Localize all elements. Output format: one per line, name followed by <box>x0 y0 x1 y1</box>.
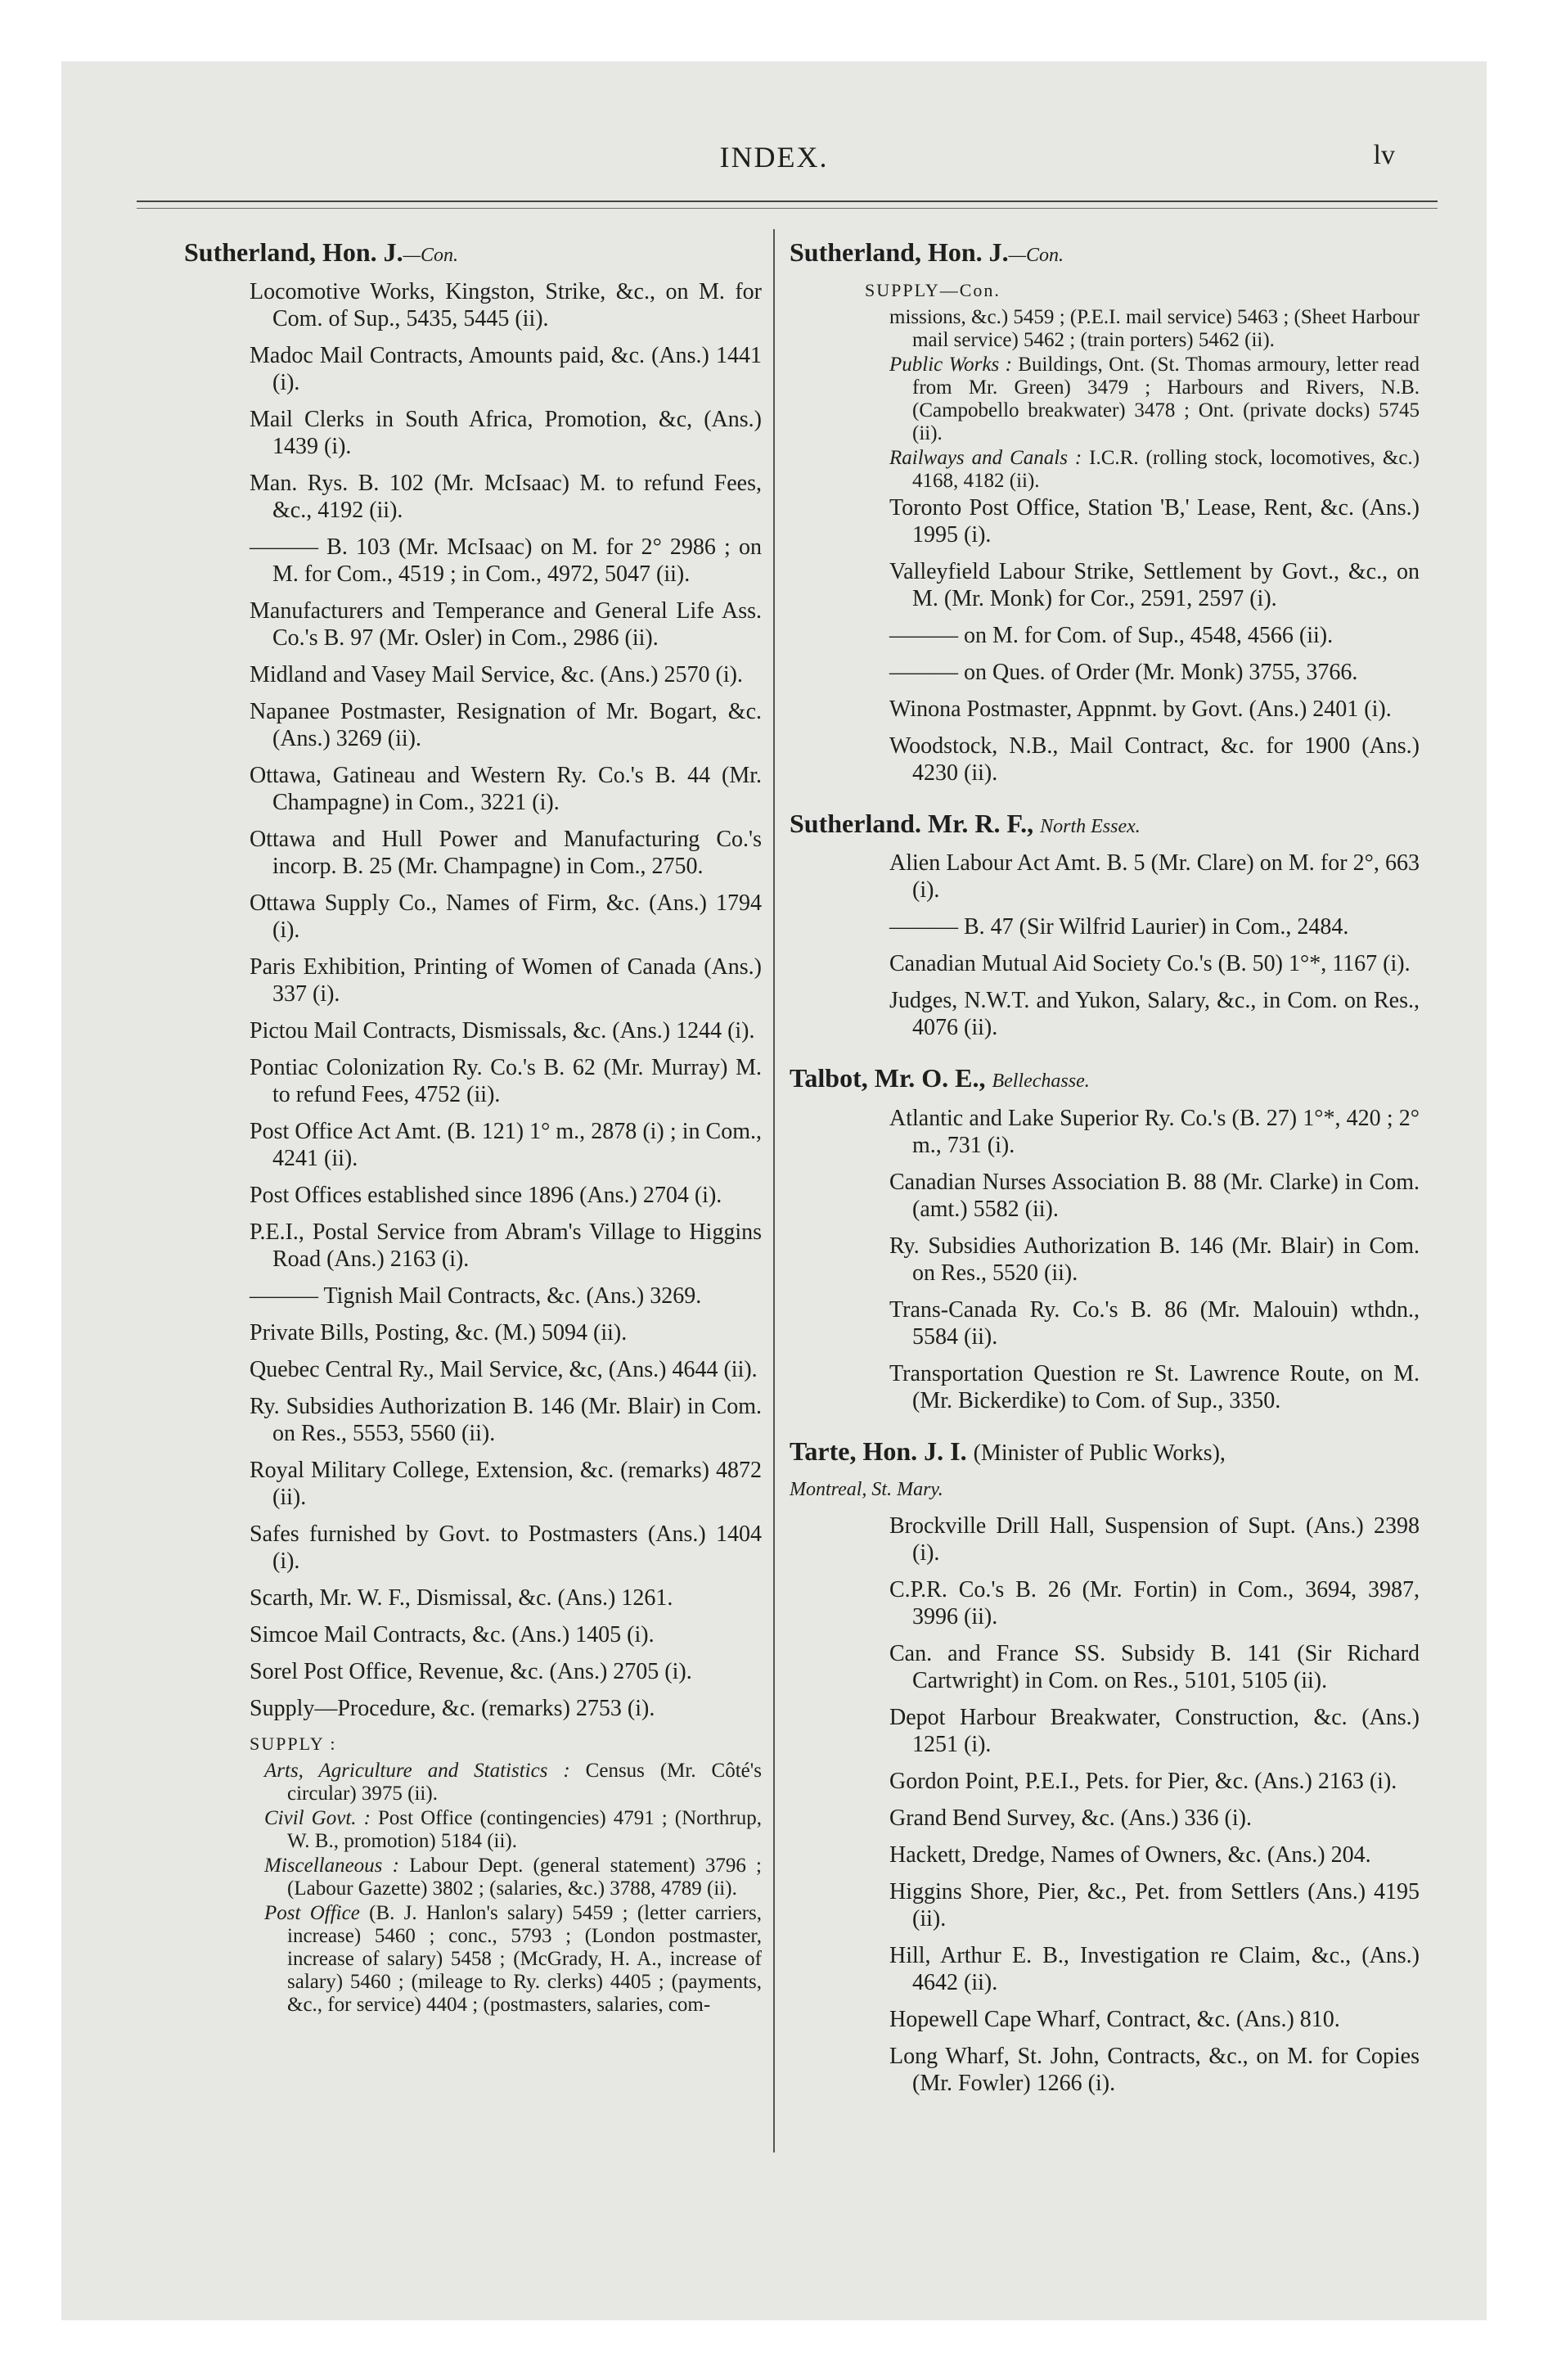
index-entry: ——— on Ques. of Order (Mr. Monk) 3755, 3766. <box>889 660 1358 686</box>
index-entry: Mail Clerks in South Africa, Promotion, &c, (Ans.) 1439 (i). <box>250 407 762 460</box>
index-entry: Ottawa, Gatineau and Western Ry. Co.'s B. 44 (Mr. Champagne) in Com., 3221 (i). <box>250 763 762 816</box>
heading-name: Sutherland, Hon. J. <box>184 237 403 267</box>
left-column <box>184 235 762 2018</box>
index-entry: Pictou Mail Contracts, Dismissals, &c. (Ans.) 1244 (i). <box>250 1018 755 1044</box>
heading-name: Talbot, Mr. O. E., <box>790 1063 986 1093</box>
index-heading <box>790 1061 1420 1096</box>
index-entry: Madoc Mail Contracts, Amounts paid, &c. (Ans.) 1441 (i). <box>250 343 762 396</box>
index-heading <box>184 235 762 270</box>
index-entry: Alien Labour Act Amt. B. 5 (Mr. Clare) on M. for 2°, 663 (i). <box>889 850 1420 904</box>
index-entry: Ry. Subsidies Authorization B. 146 (Mr. Blair) in Com. on Res., 5553, 5560 (ii). <box>250 1394 762 1447</box>
index-entry: Post Offices established since 1896 (Ans.) 2704 (i). <box>250 1183 722 1209</box>
index-entry: Napanee Postmaster, Resignation of Mr. Bogart, &c. (Ans.) 3269 (ii). <box>250 699 762 752</box>
supply-entry-label: Miscellaneous : <box>264 1855 399 1877</box>
heading-constituency: Bellechasse. <box>992 1071 1090 1093</box>
heading-constituency: Montreal, St. Mary. <box>790 1478 943 1500</box>
index-entry: Judges, N.W.T. and Yukon, Salary, &c., in Com. on Res., 4076 (ii). <box>889 988 1420 1041</box>
index-entry: Supply—Procedure, &c. (remarks) 2753 (i). <box>250 1696 655 1722</box>
supply-entry <box>264 1807 762 1853</box>
index-entry: Long Wharf, St. John, Contracts, &c., on M. for Copies (Mr. Fowler) 1266 (i). <box>889 2043 1420 2096</box>
index-entry: P.E.I., Postal Service from Abram's Village to Higgins Road (Ans.) 2163 (i). <box>250 1219 762 1273</box>
column-divider <box>773 229 775 2152</box>
index-entry: ——— Tignish Mail Contracts, &c. (Ans.) 3269. <box>250 1283 702 1309</box>
index-entry: Paris Exhibition, Printing of Women of Canada (Ans.) 337 (i). <box>250 954 762 1007</box>
index-entry: Atlantic and Lake Superior Ry. Co.'s (B. 27) 1°*, 420 ; 2° m., 731 (i). <box>889 1105 1420 1158</box>
index-entry: Quebec Central Ry., Mail Service, &c, (Ans.) 4644 (ii). <box>250 1357 758 1383</box>
heading-continued: —Con. <box>403 245 458 266</box>
index-entry: Scarth, Mr. W. F., Dismissal, &c. (Ans.) 1261. <box>250 1585 673 1611</box>
right-entries-2 <box>780 850 1420 1041</box>
index-entry: Man. Rys. B. 102 (Mr. McIsaac) M. to refund Fees, &c., 4192 (ii). <box>250 471 762 524</box>
heading-continued: —Con. <box>1008 245 1064 266</box>
index-entry: Hill, Arthur E. B., Investigation re Claim, &c., (Ans.) 4642 (ii). <box>889 1942 1420 1995</box>
index-heading <box>790 806 1420 841</box>
supply-entry-label: Railways and Canals : <box>889 447 1082 470</box>
index-entry: Depot Harbour Breakwater, Construction, &c. (Ans.) 1251 (i). <box>889 1704 1420 1757</box>
index-entry: Trans-Canada Ry. Co.'s B. 86 (Mr. Malouin) wthdn., 5584 (ii). <box>889 1296 1420 1350</box>
supply-entry <box>264 1760 762 1805</box>
index-entry: Winona Postmaster, Appnmt. by Govt. (Ans.) 2401 (i). <box>889 696 1392 723</box>
supply-entry <box>889 447 1420 493</box>
right-supply-entries <box>780 306 1420 493</box>
page-title: INDEX. <box>719 141 829 174</box>
page-number: lv <box>1373 140 1395 170</box>
index-entry: Safes furnished by Govt. to Postmasters (Ans.) 1404 (i). <box>250 1521 762 1575</box>
index-entry: Valleyfield Labour Strike, Settlement by Govt., &c., on M. (Mr. Monk) for Cor., 2591, 2597 (i). <box>889 559 1420 612</box>
index-entry: Ottawa and Hull Power and Manufacturing Co.'s incorp. B. 25 (Mr. Champagne) in Com., 2750. <box>250 827 762 880</box>
index-entry: Woodstock, N.B., Mail Contract, &c. for 1900 (Ans.) 4230 (ii). <box>889 733 1420 787</box>
supply-entry-label: Arts, Agriculture and Statistics : <box>264 1760 570 1783</box>
index-entry: Pontiac Colonization Ry. Co.'s B. 62 (Mr. Murray) M. to refund Fees, 4752 (ii). <box>250 1055 762 1108</box>
index-entry: Ry. Subsidies Authorization B. 146 (Mr. Blair) in Com. on Res., 5520 (ii). <box>889 1233 1420 1286</box>
index-entry: Simcoe Mail Contracts, &c. (Ans.) 1405 (i). <box>250 1622 655 1648</box>
right-column <box>780 235 1420 2107</box>
right-entries-4 <box>780 1512 1420 2097</box>
supply-entry-text: (B. J. Hanlon's salary) 5459 ; (letter carriers, increase) 5460 ; conc., 5793 ; (London postmaster, increase of salary) 5458 ; (McGrady, H. A., increase of salary) 5460 ; (mileage to Ry. clerks) 4405 ; (payments, &c., for service) 4404 ; (postmasters, salaries, com- <box>287 1902 762 2017</box>
supply-entry <box>889 306 1420 352</box>
index-entry: Gordon Point, P.E.I., Pets. for Pier, &c. (Ans.) 2163 (i). <box>889 1768 1397 1794</box>
index-entry: Higgins Shore, Pier, &c., Pet. from Settlers (Ans.) 4195 (ii). <box>889 1878 1420 1931</box>
index-entry: ——— B. 47 (Sir Wilfrid Laurier) in Com., 2484. <box>889 914 1349 940</box>
supply-entry-text: Labour Dept. (general statement) 3796 ; (Labour Gazette) 3802 ; (salaries, &c.) 3788, 4789 (ii). <box>287 1855 763 1900</box>
index-entry: ——— on M. for Com. of Sup., 4548, 4566 (ii). <box>889 623 1334 649</box>
index-entry: Manufacturers and Temperance and General Life Ass. Co.'s B. 97 (Mr. Osler) in Com., 2986 (ii). <box>250 598 762 651</box>
document-page <box>61 61 1487 2320</box>
right-entries-3 <box>780 1105 1420 1414</box>
index-entry: Sorel Post Office, Revenue, &c. (Ans.) 2705 (i). <box>250 1659 692 1685</box>
index-entry: Grand Bend Survey, &c. (Ans.) 336 (i). <box>889 1805 1252 1831</box>
supply-entry-text: Post Office (contingencies) 4791 ; (Northrup, W. B., promotion) 5184 (ii). <box>287 1807 763 1853</box>
supply-entry-text: Census (Mr. Côté's circular) 3975 (ii). <box>287 1760 762 1805</box>
index-entry: ——— B. 103 (Mr. McIsaac) on M. for 2° 2986 ; on M. for Com., 4519 ; in Com., 4972, 5047 (ii). <box>250 534 762 588</box>
right-entries-1 <box>780 494 1420 787</box>
index-entry: Canadian Mutual Aid Society Co.'s (B. 50) 1°*, 1167 (i). <box>889 951 1411 977</box>
supply-label: SUPPLY—Con. <box>865 280 1001 301</box>
index-entry: Canadian Nurses Association B. 88 (Mr. Clarke) in Com. (amt.) 5582 (ii). <box>889 1169 1420 1222</box>
heading-name: Sutherland, Hon. J. <box>790 237 1009 267</box>
supply-entry-text: Buildings, Ont. (St. Thomas armoury, letter read from Mr. Green) 3479 ; Harbours and Rivers, N.B. (Campobello breakwater) 3478 ; Ont. (private docks) 5745 (ii). <box>912 354 1420 445</box>
index-entry: Private Bills, Posting, &c. (M.) 5094 (ii). <box>250 1320 628 1346</box>
index-heading <box>790 1434 1420 1504</box>
index-entry: Locomotive Works, Kingston, Strike, &c., on M. for Com. of Sup., 5435, 5445 (ii). <box>250 279 762 332</box>
index-entry: Transportation Question re St. Lawrence Route, on M. (Mr. Bickerdike) to Com. of Sup., 3350. <box>889 1360 1420 1413</box>
heading-office: (Minister of Public Works), <box>973 1440 1226 1466</box>
supply-entry-label: Public Works : <box>889 354 1012 376</box>
index-entry: Hackett, Dredge, Names of Owners, &c. (Ans.) 204. <box>889 1841 1371 1868</box>
index-entry: Royal Military College, Extension, &c. (remarks) 4872 (ii). <box>250 1458 762 1511</box>
supply-entry <box>264 1855 762 1900</box>
supply-entry-label: Civil Govt. : <box>264 1807 371 1830</box>
index-entry: Can. and France SS. Subsidy B. 141 (Sir Richard Cartwright) in Com. on Res., 5101, 5105 (ii). <box>889 1640 1420 1693</box>
index-entry: Brockville Drill Hall, Suspension of Supt. (Ans.) 2398 (i). <box>889 1512 1420 1566</box>
supply-label: SUPPLY : <box>250 1733 337 1755</box>
supply-entry-label: Post Office <box>264 1902 360 1925</box>
heading-constituency: North Essex. <box>1040 816 1141 838</box>
heading-name: Tarte, Hon. J. I. <box>790 1436 967 1466</box>
supply-entry <box>889 354 1420 445</box>
heading-name: Sutherland. Mr. R. F., <box>790 809 1034 839</box>
header-rule <box>137 201 1438 209</box>
index-heading <box>790 235 1420 270</box>
index-entry: Midland and Vasey Mail Service, &c. (Ans.) 2570 (i). <box>250 662 743 688</box>
index-entry: Ottawa Supply Co., Names of Firm, &c. (Ans.) 1794 (i). <box>250 890 762 944</box>
index-entry: Post Office Act Amt. (B. 121) 1° m., 2878 (i) ; in Com., 4241 (ii). <box>250 1119 762 1172</box>
supply-entry <box>264 1902 762 2017</box>
left-supply-entries <box>184 1760 762 2017</box>
supply-entry-text: missions, &c.) 5459 ; (P.E.I. mail service) 5463 ; (Sheet Harbour mail service) 5462 ; (train porters) 5462 (ii). <box>889 306 1420 352</box>
index-entry: Hopewell Cape Wharf, Contract, &c. (Ans.) 810. <box>889 2006 1340 2032</box>
index-entry: C.P.R. Co.'s B. 26 (Mr. Fortin) in Com., 3694, 3987, 3996 (ii). <box>889 1576 1420 1629</box>
index-entry: Toronto Post Office, Station 'B,' Lease, Rent, &c. (Ans.) 1995 (i). <box>889 495 1420 548</box>
supply-entry-text: I.C.R. (rolling stock, locomotives, &c.) 4168, 4182 (ii). <box>912 447 1420 493</box>
left-entries <box>184 278 762 1722</box>
